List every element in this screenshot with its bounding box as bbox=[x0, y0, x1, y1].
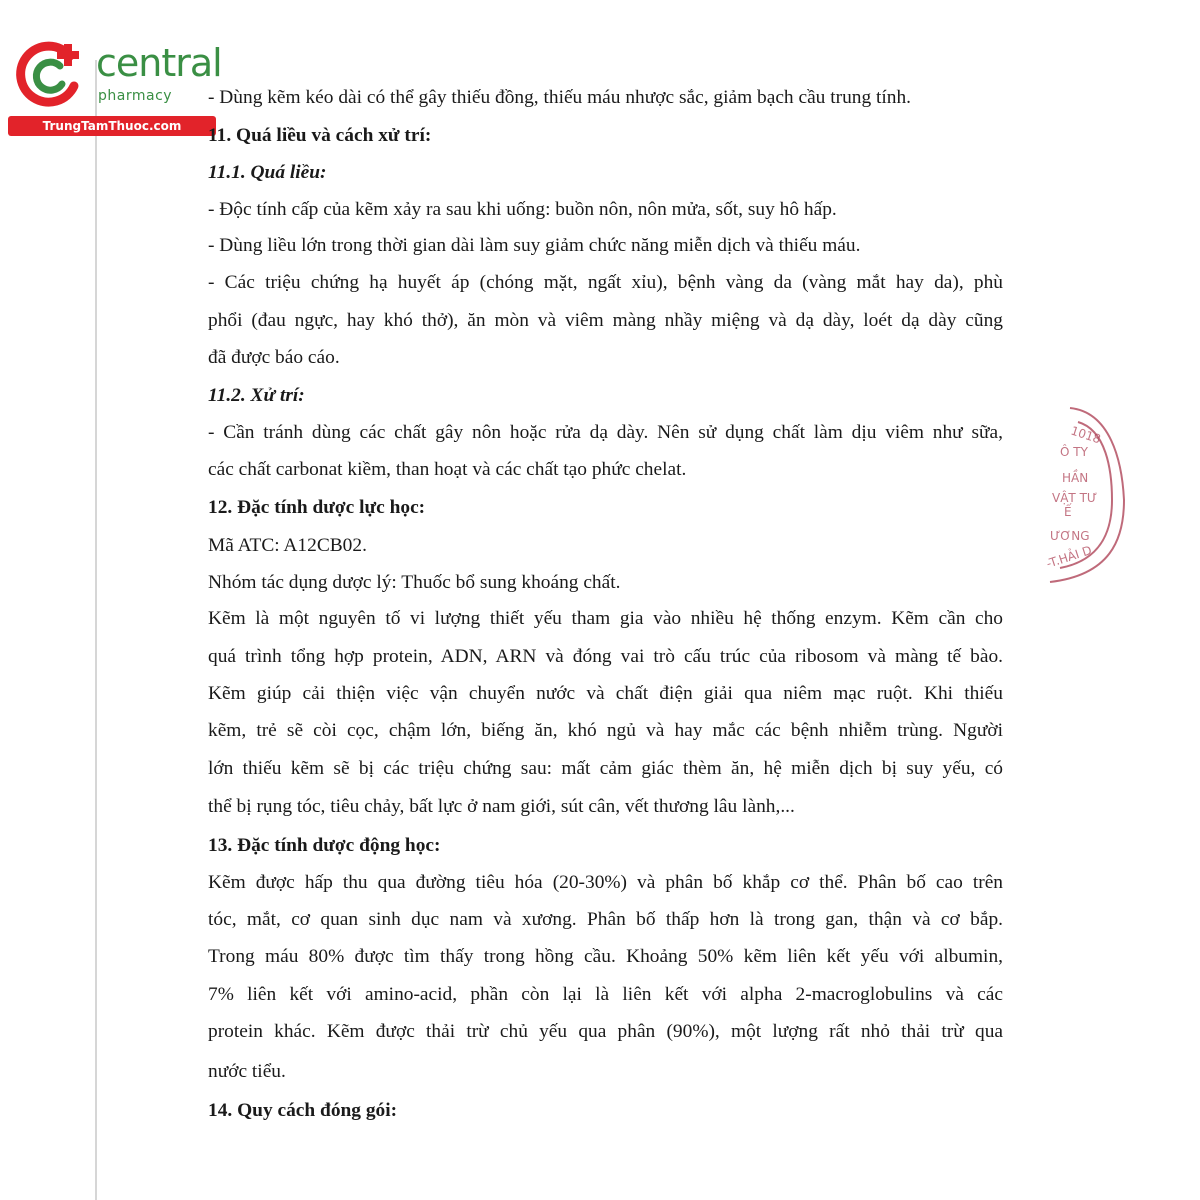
text-line: - Dùng kẽm kéo dài có thể gây thiếu đồng, thiếu máu nhược sắc, giảm bạch cầu trung tính. bbox=[208, 87, 912, 108]
brand-subtitle: pharmacy bbox=[98, 88, 173, 104]
text-line: thể bị rụng tóc, tiêu chảy, bất lực ở nam giới, sút cân, vết thương lâu lành,... bbox=[208, 796, 795, 817]
svg-text:Ế: Ế bbox=[1064, 505, 1072, 519]
subsection-heading: 11.1. Quá liều: bbox=[208, 162, 327, 183]
text-line: protein khác. Kẽm được thải trừ chủ yếu qua phân (90%), một lượng rất nhỏ thải trừ qua bbox=[208, 1021, 1003, 1042]
central-pharmacy-logo bbox=[8, 38, 222, 138]
text-line: nước tiểu. bbox=[208, 1061, 286, 1082]
svg-text:VẬT TƯ: VẬT TƯ bbox=[1052, 491, 1098, 505]
pharmacy-cross-icon bbox=[12, 38, 86, 112]
text-line: kẽm, trẻ sẽ còi cọc, chậm lớn, biếng ăn, khó ngủ và hay mắc các bệnh nhiễm trùng. Người bbox=[208, 720, 1003, 741]
brand-url: TrungTamThuoc.com bbox=[8, 116, 216, 136]
text-line: Kẽm được hấp thu qua đường tiêu hóa (20-30%) và phân bố khắp cơ thể. Phân bố cao trên bbox=[208, 872, 1003, 893]
text-line: Kẽm giúp cải thiện việc vận chuyển nước và chất điện giải qua niêm mạc ruột. Khi thiếu bbox=[208, 683, 1003, 704]
text-line: lớn thiếu kẽm sẽ bị các triệu chứng sau: mất cảm giác thèm ăn, hệ miễn dịch bị suy yếu, có bbox=[208, 758, 1003, 779]
section-heading: 13. Đặc tính dược động học: bbox=[208, 835, 441, 856]
section-heading: 11. Quá liều và cách xử trí: bbox=[208, 125, 432, 146]
text-line: Nhóm tác dụng dược lý: Thuốc bổ sung khoáng chất. bbox=[208, 572, 621, 593]
text-line: - Cần tránh dùng các chất gây nôn hoặc rửa dạ dày. Nên sử dụng chất làm dịu viêm như sữa, bbox=[208, 422, 1003, 443]
text-line: phổi (đau ngực, hay khó thở), ăn mòn và viêm màng nhầy miệng và dạ dày, loét dạ dày cũng bbox=[208, 310, 1003, 331]
svg-text:ƯƠNG: ƯƠNG bbox=[1050, 529, 1090, 543]
company-stamp bbox=[1040, 400, 1125, 590]
svg-text:HẦN: HẦN bbox=[1062, 471, 1089, 485]
svg-text:-T.HẢI D: -T.HẢI D bbox=[1044, 543, 1094, 571]
text-line: - Các triệu chứng hạ huyết áp (chóng mặt, ngất xỉu), bệnh vàng da (vàng mắt hay da), phù bbox=[208, 272, 1003, 293]
text-line: Mã ATC: A12CB02. bbox=[208, 535, 367, 556]
section-heading: 14. Quy cách đóng gói: bbox=[208, 1100, 398, 1121]
text-line: các chất carbonat kiềm, than hoạt và các chất tạo phức chelat. bbox=[208, 459, 687, 480]
text-line: quá trình tổng hợp protein, ADN, ARN và đóng vai trò cấu trúc của ribosom và màng tế bào. bbox=[208, 646, 1003, 667]
subsection-heading: 11.2. Xử trí: bbox=[208, 385, 305, 406]
text-line: Trong máu 80% được tìm thấy trong hồng cầu. Khoảng 50% kẽm liên kết yếu với albumin, bbox=[208, 946, 1003, 967]
text-line: tóc, mắt, cơ quan sinh dục nam và xương. Phân bố thấp hơn là trong gan, thận và cơ bắp. bbox=[208, 909, 1003, 930]
section-heading: 12. Đặc tính dược lực học: bbox=[208, 497, 426, 518]
text-line: - Độc tính cấp của kẽm xảy ra sau khi uống: buồn nôn, nôn mửa, sốt, suy hô hấp. bbox=[208, 199, 837, 220]
brand-name: central bbox=[96, 41, 222, 85]
svg-text:1018: 1018 bbox=[1069, 423, 1103, 447]
text-line: Kẽm là một nguyên tố vi lượng thiết yếu tham gia vào nhiều hệ thống enzym. Kẽm cần cho bbox=[208, 608, 1003, 629]
svg-text:Ô TY: Ô TY bbox=[1060, 445, 1088, 459]
text-line: đã được báo cáo. bbox=[208, 347, 340, 368]
page-margin-line bbox=[95, 60, 97, 1200]
text-line: 7% liên kết với amino-acid, phần còn lại là liên kết với alpha 2-macroglobulins và các bbox=[208, 984, 1003, 1005]
text-line: - Dùng liều lớn trong thời gian dài làm suy giảm chức năng miễn dịch và thiếu máu. bbox=[208, 235, 861, 256]
